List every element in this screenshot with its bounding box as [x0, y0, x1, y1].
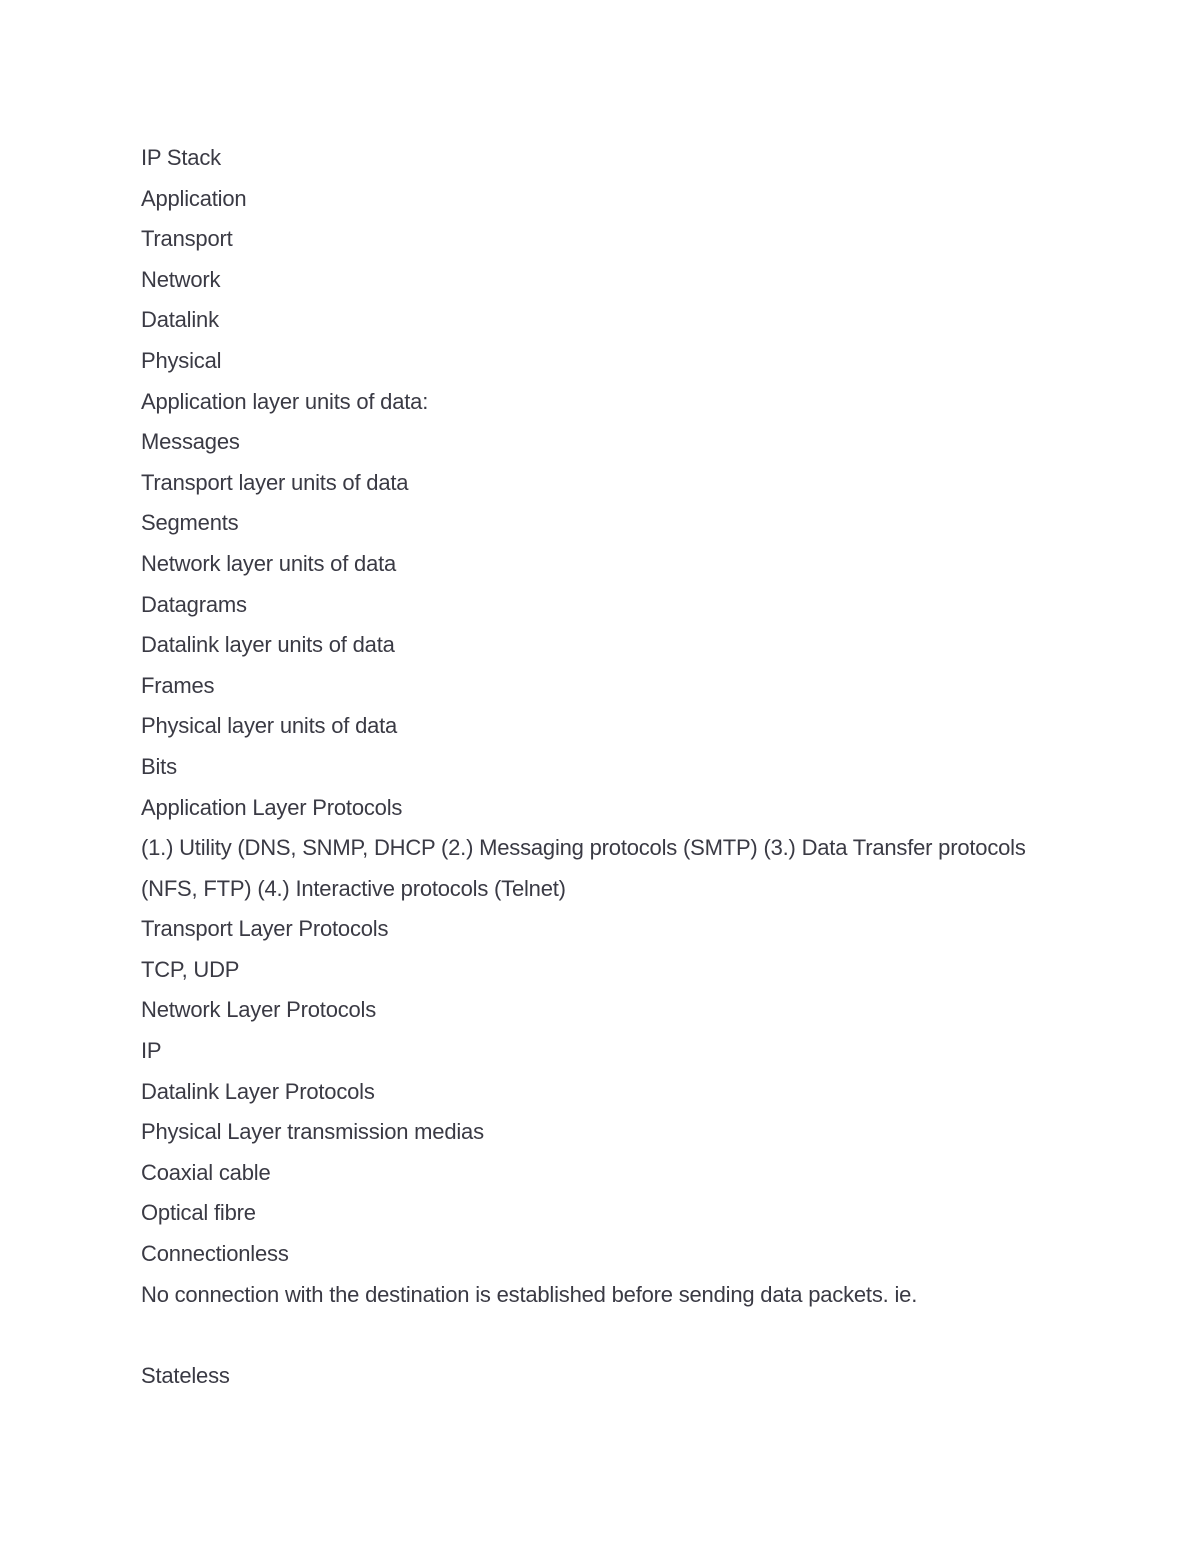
- text-line: Bits: [141, 753, 177, 779]
- text-line: Network: [141, 266, 221, 292]
- text-line: Coaxial cable: [141, 1159, 271, 1185]
- text-line: No connection with the destination is established before sending data packets. ie.: [141, 1281, 918, 1307]
- text-line: Datalink Layer Protocols: [141, 1078, 375, 1104]
- text-line: Datagrams: [141, 591, 247, 617]
- text-line: Stateless: [141, 1362, 230, 1388]
- text-line: Physical: [141, 347, 222, 373]
- protocols-paragraph: (1.) Utility (DNS, SNMP, DHCP (2.) Messaging protocols (SMTP) (3.) Data Transfer protocols (NFS, FTP) (4.) Interactive protocols (Telnet): [141, 835, 1026, 901]
- text-line: TCP, UDP: [141, 956, 240, 982]
- blank-line: [141, 1315, 1041, 1356]
- text-line: Segments: [141, 510, 239, 536]
- text-line: Network layer units of data: [141, 550, 397, 576]
- text-line: Transport layer units of data: [141, 469, 409, 495]
- text-line: Frames: [141, 672, 215, 698]
- text-line: Application layer units of data:: [141, 388, 429, 414]
- text-line: Transport Layer Protocols: [141, 916, 389, 942]
- text-line: Application Layer Protocols: [141, 794, 403, 820]
- text-line: Datalink: [141, 307, 219, 333]
- text-line: Datalink layer units of data: [141, 632, 395, 658]
- text-line: Physical layer units of data: [141, 713, 398, 739]
- text-line: Network Layer Protocols: [141, 997, 377, 1023]
- text-line: IP: [141, 1038, 162, 1064]
- text-line: Messages: [141, 429, 240, 455]
- text-line: Transport: [141, 226, 233, 252]
- text-line: Physical Layer transmission medias: [141, 1119, 484, 1145]
- text-line: Optical fibre: [141, 1200, 256, 1226]
- document-body: [141, 138, 1041, 1396]
- heading-ip-stack: IP Stack: [141, 145, 221, 170]
- text-line: Application: [141, 185, 247, 211]
- text-line: Connectionless: [141, 1241, 289, 1267]
